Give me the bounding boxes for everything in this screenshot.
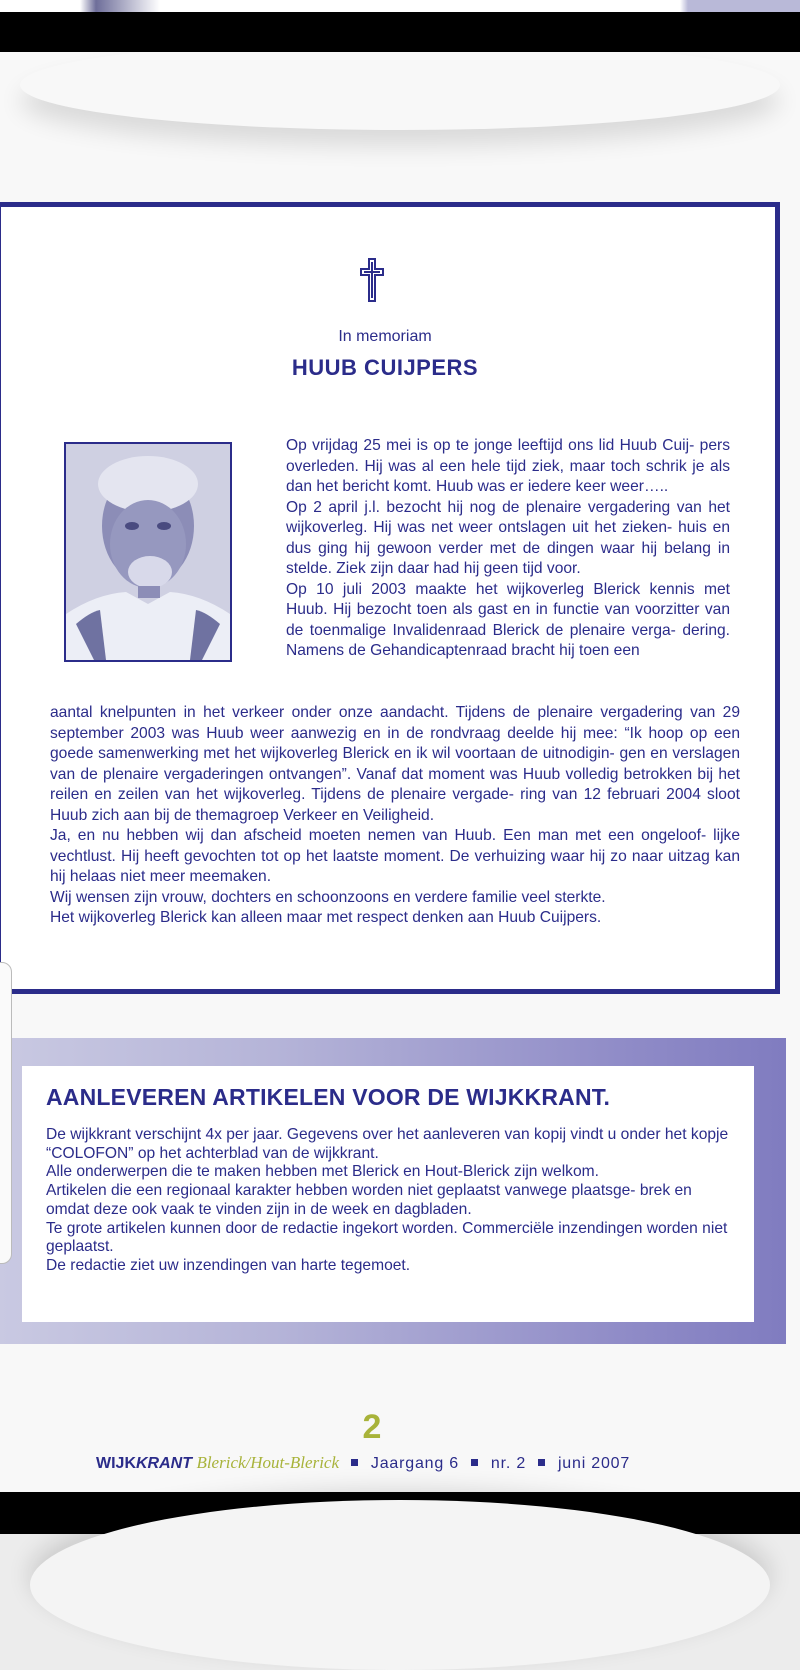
page-number: 2 bbox=[362, 1408, 382, 1446]
footer-issue: nr. 2 bbox=[490, 1455, 527, 1472]
memorial-paragraph: Op 2 april j.l. bezocht hij nog de plenaire vergadering van het wijkoverleg. Hij was net weer ontslagen uit het zieken- huis en dus ging hij gewoon verder met de dingen waar hij belang in stelde. Ziek zijn daar had hij geen tijd voor. bbox=[286, 498, 730, 577]
square-bullet-icon bbox=[538, 1459, 545, 1466]
memorial-paragraph: aantal knelpunten in het verkeer onder onze aandacht. Tijdens de plenaire vergadering van 29 september 2003 was Huub weer aanwezig en in de rondvraag deelde hij mee: “Ik hoop op een goede samenwerking met het wijkoverleg Blerick en ik wil voortaan de uitnodigin- gen en verslagen van de plenaire vergaderingen ontvangen”. Vanaf dat moment was Huub volledig betrokken bij het reilen en zeilen van het wijkoverleg. Tijdens de plenaire vergade- ring van 12 februari 2004 sloot Huub zich aan bij de themagroep Verkeer en Veiligheid. bbox=[50, 704, 740, 824]
top-strip bbox=[0, 0, 800, 12]
square-bullet-icon bbox=[471, 1459, 478, 1466]
footer-date: juni 2007 bbox=[557, 1455, 631, 1472]
square-bullet-icon bbox=[351, 1459, 358, 1466]
memorial-paragraph: Ja, en nu hebben wij dan afscheid moeten nemen van Huub. Een man met een ongeloof- lijke vechtlust. Hij heeft gevochten tot op het laatste moment. De verhuizing waar hij zo naar uitzag kan hij helaas niet meer meemaken. bbox=[50, 827, 740, 885]
page-curl-shadow bbox=[20, 40, 780, 130]
scroll-edge-handle[interactable] bbox=[0, 962, 12, 1264]
memorial-paragraph: Het wijkoverleg Blerick kan alleen maar met respect denken aan Huub Cuijpers. bbox=[50, 909, 602, 926]
brand-krant: KRANT bbox=[136, 1455, 192, 1472]
next-page-curve bbox=[30, 1500, 770, 1670]
footer-line bbox=[96, 1453, 630, 1473]
submission-paragraph: Te grote artikelen kunnen door de redactie ingekort worden. Commerciële inzendingen worden niet geplaatst. bbox=[46, 1219, 728, 1256]
in-memoriam-label: In memoriam bbox=[338, 328, 432, 345]
submission-text bbox=[46, 1126, 732, 1276]
memorial-text-right bbox=[286, 436, 730, 662]
memorial-name: HUUB CUIJPERS bbox=[291, 355, 479, 380]
submission-paragraph: De redactie ziet uw inzendingen van harte tegemoet. bbox=[46, 1256, 411, 1274]
submission-paragraph: De wijkkrant verschijnt 4x per jaar. Gegevens over het aanleveren van kopij vindt u onder het kopje “COLOFON” op het achterblad van de wijkkrant. bbox=[46, 1126, 729, 1162]
portrait-illustration bbox=[66, 444, 230, 660]
memorial-paragraph: Wij wensen zijn vrouw, dochters en schoonzoons en verdere familie veel sterkte. bbox=[50, 888, 606, 906]
submission-paragraph: Artikelen die een regionaal karakter hebben worden niet geplaatst vanwege plaatsge- brek en omdat deze ook vaak te vinden zijn in de week en dagbladen. bbox=[46, 1182, 692, 1218]
memorial-paragraph: Op 10 juli 2003 maakte het wijkoverleg Blerick kennis met Huub. Hij bezocht toen als gast en in functie van voorzitter van de toenmalige Invalidenraad Blerick de plenaire verga- dering. Namens de Gehandicaptenraad bracht hij toen een bbox=[286, 580, 730, 659]
cross-icon bbox=[360, 258, 384, 302]
portrait-photo bbox=[64, 442, 232, 662]
submission-title: AANLEVEREN ARTIKELEN VOOR DE WIJKKRANT. bbox=[46, 1084, 611, 1110]
footer-volume: Jaargang 6 bbox=[370, 1455, 459, 1472]
memorial-text-full bbox=[50, 703, 740, 929]
submission-paragraph: Alle onderwerpen die te maken hebben met Blerick en Hout-Blerick zijn welkom. bbox=[46, 1163, 599, 1181]
brand-wijk: WIJK bbox=[96, 1455, 136, 1472]
memorial-paragraph: Op vrijdag 25 mei is op te jonge leeftijd ons lid Huub Cuij- pers overleden. Hij was al een hele tijd ziek, maar toch schrik je als dan het bericht komt. Huub was er iedere keer weer….. bbox=[286, 437, 730, 495]
brand-place: Blerick/Hout-Blerick bbox=[196, 1453, 340, 1472]
